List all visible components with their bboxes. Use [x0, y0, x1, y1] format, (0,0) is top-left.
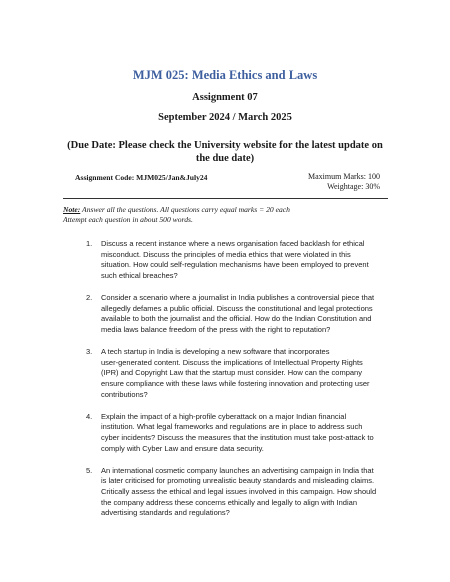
question-number: 3. — [86, 347, 93, 357]
question-line: advertising standards and regulations? — [101, 508, 230, 518]
question-line: institution. What legal frameworks and regulations are in place to address such — [101, 422, 363, 432]
question-line: (IPR) and Copyright Law that the startup must consider. How can the company — [101, 368, 362, 378]
question-line: ensure compliance with these laws while fostering innovation and protecting user — [101, 378, 370, 388]
question-line: contributions? — [101, 389, 148, 399]
question-line: Explain the impact of a high-profile cyberattack on a major Indian financial — [101, 411, 347, 421]
question-item — [86, 466, 406, 519]
marks-info — [308, 172, 380, 192]
question-line: Discuss a recent instance where a news organisation faced backlash for ethical — [101, 239, 365, 248]
course-title: MJM 025: Media Ethics and Laws — [132, 68, 318, 82]
question-line: allegedly defames a public official. Discuss the constitutional and legal protections — [101, 303, 373, 313]
assignment-code: Assignment Code: MJM025/Jan&July24 — [75, 173, 208, 182]
question-item — [86, 239, 406, 281]
question-line: A tech startup in India is developing a new software that incorporates — [101, 347, 330, 357]
section-divider — [63, 198, 388, 199]
session-dates: September 2024 / March 2025 — [158, 112, 292, 123]
note-line-2: Attempt each question in about 500 words. — [63, 215, 193, 224]
question-line: comply with Cyber Law and ensure data security. — [101, 443, 264, 453]
due-date-notice — [60, 139, 390, 165]
note-label: Note: — [63, 205, 81, 214]
question-line: An international cosmetic company launches an advertising campaign in India that — [101, 465, 374, 475]
weightage: Weightage: 30% — [327, 182, 380, 191]
question-line: situation. How could self-regulation mechanisms have been employed to prevent — [101, 260, 369, 270]
question-item — [86, 293, 406, 335]
question-line: media laws balance freedom of the press with the right to reputation? — [101, 324, 331, 334]
question-line: such ethical breaches? — [101, 270, 178, 280]
question-number: 4. — [86, 411, 93, 421]
question-item — [86, 347, 406, 400]
question-list — [86, 239, 406, 531]
assignment-number: Assignment 07 — [192, 92, 258, 103]
question-line: is later criticised for promoting unrealistic beauty standards and misleading claims. — [101, 476, 375, 486]
due-date-line-2: the due date) — [195, 153, 255, 164]
question-line: Consider a scenario where a journalist in India publishes a controversial piece that — [101, 293, 375, 303]
note-line-1 — [63, 205, 383, 215]
question-number: 1. — [86, 239, 93, 248]
question-number: 5. — [86, 465, 93, 475]
maximum-marks: Maximum Marks: 100 — [308, 172, 380, 181]
question-number: 2. — [86, 293, 93, 303]
question-line: Critically assess the ethical and legal issues involved in this campaign. How should — [101, 487, 377, 497]
question-line: cyber incidents? Discuss the measures that the institution must take post-attack to — [101, 432, 374, 442]
note-text: Answer all the questions. All questions carry equal marks = 20 each — [80, 205, 290, 214]
question-line: the company address these concerns ethically and legally to align with Indian — [101, 497, 357, 507]
due-date-line-1: (Due Date: Please check the University website for the latest update on — [67, 140, 383, 151]
instructions-note — [63, 205, 383, 225]
question-line: misconduct. Discuss the principles of media ethics that were violated in this — [101, 249, 351, 259]
question-item — [86, 412, 406, 454]
question-line: available to both the journalist and the official. How do the Indian Constitution and — [101, 314, 372, 324]
question-line: user-generated content. Discuss the implications of Intellectual Property Rights — [101, 357, 363, 367]
